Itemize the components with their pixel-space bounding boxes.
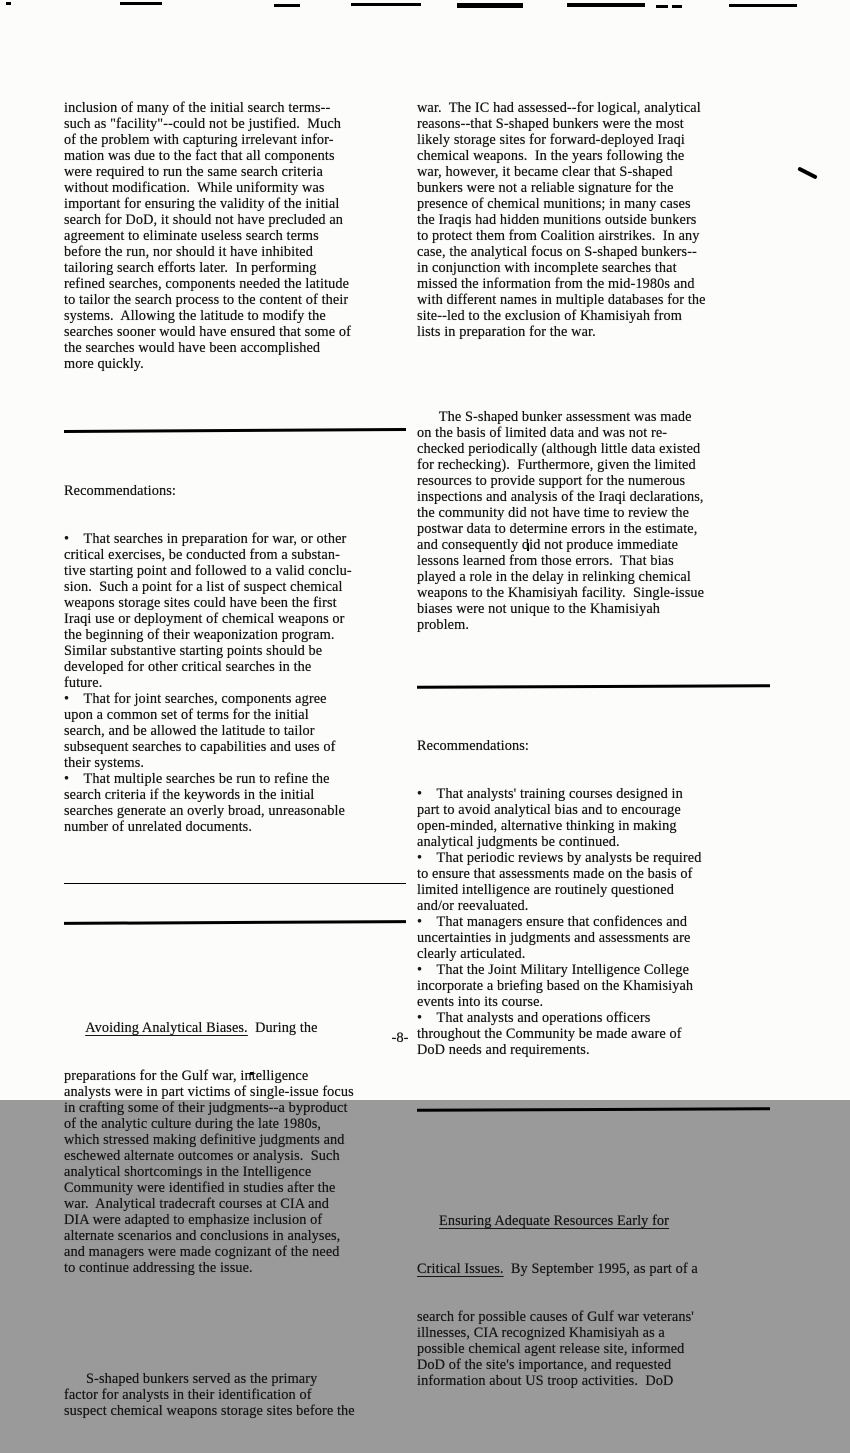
- scan-artifact-dot: [6, 2, 11, 5]
- text-line: the community did not have time to review the: [417, 505, 690, 521]
- section-heading: [417, 1213, 770, 1229]
- text-line: chemical weapons. In the years following the: [417, 148, 685, 164]
- heading-indent: [417, 1213, 439, 1229]
- ensuring-resources-section: [417, 1181, 770, 1421]
- underline-rule: [64, 883, 406, 884]
- recommendations-list: [417, 786, 770, 1058]
- text-line: presence of chemical munitions; in many cases: [417, 196, 691, 212]
- text-line: • That periodic reviews by analysts be required: [417, 850, 702, 866]
- text-line: • That for joint searches, components agree: [64, 691, 327, 707]
- text-line: The S-shaped bunker assessment was made: [417, 409, 692, 425]
- assessment-paragraph: [417, 409, 770, 633]
- scan-artifact-dash: [656, 5, 668, 8]
- left-column: [64, 68, 406, 1451]
- scan-artifact-dash: [351, 3, 421, 6]
- text-line: the Iraqis had hidden munitions outside bunkers: [417, 212, 697, 228]
- text-line: • That analysts and operations officers: [417, 1010, 651, 1026]
- scan-artifact-dash: [274, 4, 300, 7]
- scan-artifact-dash: [567, 3, 645, 7]
- text-line: of the problem with capturing irrelevant infor-: [64, 132, 334, 148]
- text-line: limited intelligence are routinely questioned: [417, 882, 674, 898]
- text-line: • That analysts' training courses designed in: [417, 786, 683, 802]
- text-line: search for DoD, it should not have precluded an: [64, 212, 344, 228]
- text-line: DoD of the site's importance, and requested: [417, 1357, 672, 1373]
- ensuring-resources-paragraph: [417, 1309, 770, 1389]
- section-divider: [417, 1107, 770, 1112]
- text-line: missed the information from the mid-1980s and: [417, 276, 695, 292]
- text-line: sion. Such a point for a list of suspect chemical: [64, 579, 343, 595]
- text-line: refined searches, components needed the latitude: [64, 276, 350, 292]
- text-line: problem.: [417, 617, 470, 633]
- text-line: played a role in the delay in relinking chemical: [417, 569, 691, 585]
- text-line: case, the analytical focus on S-shaped bunkers--: [417, 244, 697, 260]
- text-line: number of unrelated documents.: [64, 819, 253, 835]
- text-line: to ensure that assessments made on the basis of: [417, 866, 693, 882]
- text-line: open-minded, alternative thinking in making: [417, 818, 677, 834]
- text-line: and consequently did not produce immediate: [417, 537, 679, 553]
- avoiding-biases-paragraph: [64, 1068, 406, 1276]
- text-line: upon a common set of terms for the initial: [64, 707, 309, 723]
- text-line: their systems.: [64, 755, 145, 771]
- section-divider: [417, 684, 770, 689]
- heading-rest-text: By September 1995, as part of a: [503, 1261, 698, 1277]
- text-line: developed for other critical searches in the: [64, 659, 312, 675]
- text-line: part to avoid analytical bias and to encourage: [417, 802, 681, 818]
- text-line: and managers were made cognizant of the need: [64, 1244, 340, 1260]
- text-line: checked periodically (although little data existed: [417, 441, 701, 457]
- text-line: eschewed alternate outcomes or analysis. Such: [64, 1148, 340, 1164]
- text-line: factor for analysts in their identification of: [64, 1387, 312, 1403]
- recommendations-list: [64, 531, 406, 835]
- text-line: such as "facility"--could not be justified. Much: [64, 116, 342, 132]
- text-line: alternate scenarios and conclusions in analyses,: [64, 1228, 341, 1244]
- text-line: preparations for the Gulf war, intelligence: [64, 1068, 309, 1084]
- text-line: inspections and analysis of the Iraqi declarations,: [417, 489, 704, 505]
- text-line: lessons learned from those errors. That bias: [417, 553, 674, 569]
- text-line: DIA were adapted to emphasize inclusion of: [64, 1212, 323, 1228]
- text-line: tive starting point and followed to a valid conclu-: [64, 563, 352, 579]
- text-line: search for possible causes of Gulf war veterans': [417, 1309, 694, 1325]
- text-line: events into its course.: [417, 994, 544, 1010]
- text-line: Iraqi use or deployment of chemical weapons or: [64, 611, 345, 627]
- text-line: in crafting some of their judgments--a byproduct: [64, 1100, 348, 1116]
- text-line: site--led to the exclusion of Khamisiyah from: [417, 308, 682, 324]
- text-line: future.: [64, 675, 103, 691]
- text-line: bunkers were not a reliable signature for the: [417, 180, 674, 196]
- text-line: systems. Allowing the latitude to modify the: [64, 308, 326, 324]
- text-line: for rechecking). Furthermore, given the limited: [417, 457, 696, 473]
- text-line: subsequent searches to capabilities and uses of: [64, 739, 336, 755]
- sshaped-paragraph: [64, 1371, 406, 1419]
- heading-underlined-text: Ensuring Adequate Resources Early for: [439, 1213, 670, 1229]
- text-line: the searches would have been accomplished: [64, 340, 321, 356]
- text-line: weapons to the Khamisiyah facility. Single-issue: [417, 585, 705, 601]
- text-line: search criteria if the keywords in the initial: [64, 787, 315, 803]
- text-line: to continue addressing the issue.: [64, 1260, 253, 1276]
- text-line: • That the Joint Military Intelligence College: [417, 962, 690, 978]
- text-line: • That searches in preparation for war, or other: [64, 531, 347, 547]
- text-line: to protect them from Coalition airstrikes. In any: [417, 228, 700, 244]
- text-line: throughout the Community be made aware of: [417, 1026, 682, 1042]
- intro-paragraph: [64, 100, 406, 372]
- text-line: agreement to eliminate useless search terms: [64, 228, 319, 244]
- right-column: [417, 68, 770, 1453]
- text-line: critical exercises, be conducted from a substan-: [64, 547, 340, 563]
- pen-mark-icon: [797, 166, 818, 179]
- text-line: suspect chemical weapons storage sites before the: [64, 1403, 355, 1419]
- text-line: analytical judgments be continued.: [417, 834, 620, 850]
- text-line: before the run, nor should it have inhibited: [64, 244, 313, 260]
- text-line: analysts were in part victims of single-issue focus: [64, 1084, 354, 1100]
- text-line: to tailor the search process to the content of their: [64, 292, 349, 308]
- page-number: -8-: [391, 1030, 409, 1046]
- text-line: analytical shortcomings in the Intelligence: [64, 1164, 312, 1180]
- section-divider: [64, 920, 406, 925]
- text-line: and/or reevaluated.: [417, 898, 529, 914]
- text-line: likely storage sites for forward-deployed Iraqi: [417, 132, 685, 148]
- text-line: weapons storage sites could have been the first: [64, 595, 337, 611]
- text-line: illnesses, CIA recognized Khamisiyah as a: [417, 1325, 665, 1341]
- text-line: reasons--that S-shaped bunkers were the most: [417, 116, 684, 132]
- text-line: war. Analytical tradecraft courses at CIA and: [64, 1196, 330, 1212]
- war-paragraph: [417, 100, 770, 340]
- text-line: tailoring search efforts later. In performing: [64, 260, 317, 276]
- text-line: S-shaped bunkers served as the primary: [64, 1371, 318, 1387]
- text-line: which stressed making definitive judgments and: [64, 1132, 345, 1148]
- text-line: war, however, it became clear that S-shaped: [417, 164, 673, 180]
- heading-rest-text: During the: [247, 1020, 318, 1036]
- text-line: in conjunction with incomplete searches that: [417, 260, 677, 276]
- text-line: important for ensuring the validity of the initial: [64, 196, 340, 212]
- text-line: • That multiple searches be run to refine the: [64, 771, 330, 787]
- section-divider: [64, 428, 406, 433]
- text-line: searches generate an overly broad, unreasonable: [64, 803, 345, 819]
- text-line: more quickly.: [64, 356, 144, 372]
- recommendations-header: Recommendations:: [417, 738, 529, 754]
- text-line: DoD needs and requirements.: [417, 1042, 590, 1058]
- heading-underlined-text: Critical Issues.: [417, 1261, 504, 1277]
- text-line: mation was due to the fact that all components: [64, 148, 335, 164]
- text-line: Community were identified in studies after the: [64, 1180, 336, 1196]
- text-line: inclusion of many of the initial search terms--: [64, 100, 331, 116]
- heading-underlined-text: Avoiding Analytical Biases.: [85, 1020, 248, 1036]
- text-line: • That managers ensure that confidences and: [417, 914, 688, 930]
- text-line: war. The IC had assessed--for logical, analytical: [417, 100, 701, 116]
- text-line: were required to run the same search criteria: [64, 164, 323, 180]
- text-line: on the basis of limited data and was not re-: [417, 425, 668, 441]
- text-line: Similar substantive starting points should be: [64, 643, 323, 659]
- text-line: postwar data to determine errors in the estimate,: [417, 521, 698, 537]
- scan-artifact-dash: [672, 5, 682, 8]
- text-line: information about US troop activities. DoD: [417, 1373, 674, 1389]
- scan-artifact-dash: [120, 2, 162, 5]
- scan-artifact-dash: [729, 4, 797, 7]
- text-line: resources to provide support for the numerous: [417, 473, 686, 489]
- text-line: uncertainties in judgments and assessments are: [417, 930, 691, 946]
- text-line: with different names in multiple databases for the: [417, 292, 706, 308]
- recommendations-header: Recommendations:: [64, 483, 176, 499]
- text-line: search, and be allowed the latitude to tailor: [64, 723, 315, 739]
- text-line: lists in preparation for the war.: [417, 324, 596, 340]
- text-line: of the analytic culture during the late 1980s,: [64, 1116, 322, 1132]
- text-line: without modification. While uniformity was: [64, 180, 325, 196]
- text-line: biases were not unique to the Khamisiyah: [417, 601, 661, 617]
- section-heading: [417, 1261, 770, 1277]
- text-line: possible chemical agent release site, informed: [417, 1341, 685, 1357]
- scan-artifact-dash: [457, 3, 523, 8]
- text-line: searches sooner would have ensured that some of: [64, 324, 351, 340]
- text-line: the beginning of their weaponization program.: [64, 627, 335, 643]
- text-line: incorporate a briefing based on the Khamisiyah: [417, 978, 694, 994]
- text-line: clearly articulated.: [417, 946, 526, 962]
